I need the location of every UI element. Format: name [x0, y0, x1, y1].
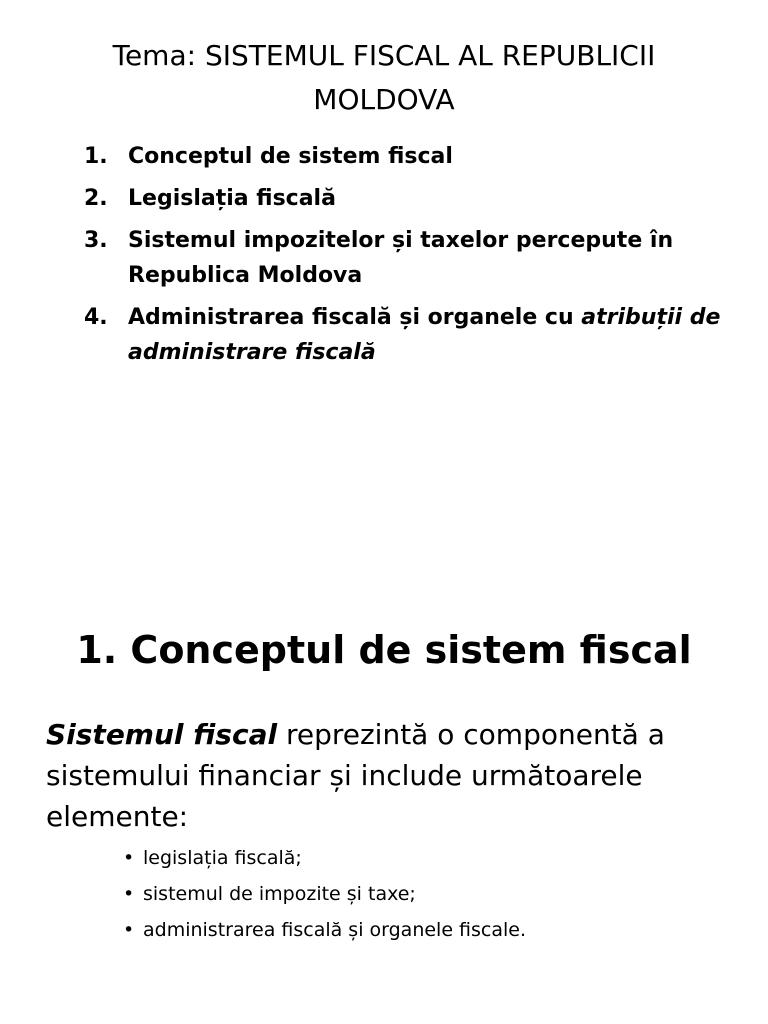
intro-paragraph [46, 714, 706, 837]
slide-2 [0, 512, 768, 1024]
section-title: 1. Conceptul de sistem fiscal [76, 628, 692, 672]
slide-title [40, 34, 728, 122]
agenda-text: Conceptul de sistem fiscal [128, 144, 453, 169]
list-item: • sistemul de impozite și taxe; [123, 876, 723, 912]
agenda-item [80, 223, 730, 293]
list-item: • legislația fiscală; [123, 840, 723, 876]
agenda-number: 1. [84, 144, 108, 169]
agenda-text-italic: atribuții de administrare fiscală [128, 305, 721, 365]
agenda-item [80, 139, 730, 174]
agenda-number: 4. [84, 305, 108, 330]
agenda-text: Legislația fiscală [128, 186, 336, 211]
agenda-text: Sistemul impozitelor și taxelor percepute în Republica Moldova [128, 228, 674, 288]
agenda-number: 2. [84, 186, 108, 211]
title-text: SISTEMUL FISCAL AL REPUBLICII MOLDOVA [204, 39, 656, 116]
agenda-text: Administrarea fiscală și organele cu [128, 305, 582, 330]
list-item: • administrarea fiscală și organele fiscale. [123, 912, 723, 948]
intro-rest: reprezintă o componentă a sistemului financiar și include următoarele elemente: [46, 718, 665, 833]
agenda-item [80, 300, 730, 370]
agenda-number: 3. [84, 228, 108, 253]
elements-list [123, 840, 723, 948]
title-label: Tema: [112, 39, 197, 72]
intro-term: Sistemul fiscal [46, 718, 278, 751]
agenda-list [80, 139, 730, 377]
agenda-item [80, 181, 730, 216]
